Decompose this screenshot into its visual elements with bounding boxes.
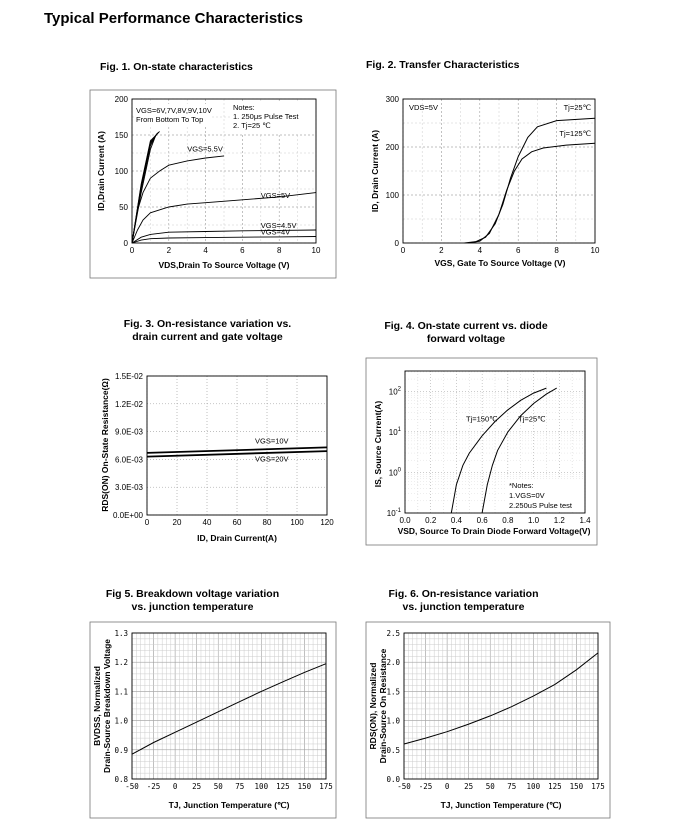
fig1-ytick-label: 150: [114, 131, 128, 140]
fig3-xtick-label: 0: [144, 518, 150, 527]
fig3-ytick-label: 9.0E-03: [114, 427, 143, 437]
fig6-xtick-label: 125: [548, 782, 562, 791]
fig6-title-line1: Fig. 6. On-resistance variation: [388, 588, 539, 600]
fig1-series-label-4: VGS=5.5V: [187, 144, 223, 154]
fig5-xtick-label: 75: [235, 782, 245, 791]
fig1-xtick-label: 4: [203, 246, 208, 255]
fig4-ytick-exponent: 0: [397, 467, 401, 474]
fig5-grid: [132, 633, 326, 779]
fig4-ytick-label: $10^{-1}$: [386, 508, 401, 518]
fig5-xtick-label: 150: [297, 782, 312, 791]
fig4-title-line1: Fig. 4. On-state current vs. diode: [384, 320, 548, 332]
fig1-ytick-label: 50: [119, 203, 128, 212]
fig4-xtick-label: 0.0: [399, 516, 411, 525]
fig1-y-axis-label: ID,Drain Current (A): [96, 131, 106, 211]
fig3-chart: [100, 372, 334, 543]
fig3-y-axis-label: RDS(ON) On-State Resistance(Ω): [100, 378, 110, 512]
fig3-ytick-label: 1.2E-02: [114, 399, 143, 409]
fig6-series-line-1: [404, 653, 598, 744]
fig4-title-line2: forward voltage: [426, 333, 506, 345]
fig6-y-axis-label-2: Drain-Source On Resistance: [378, 648, 388, 764]
fig6-ytick-label: 0.0: [386, 775, 400, 784]
fig4-ytick-label: $10^0$: [388, 467, 401, 478]
fig1-annotation-vgs: VGS=6V,7V,8V,9V,10V: [136, 106, 212, 115]
fig4-xtick-label: 1.2: [553, 516, 565, 525]
fig5-xtick-label: -25: [146, 782, 161, 791]
fig6-xtick-label: 175: [591, 782, 605, 791]
fig3-grid: [147, 376, 327, 515]
fig3-xtick-label: 40: [202, 518, 212, 527]
fig2-ytick-label: 200: [385, 143, 399, 152]
fig2-annotation-vds: VDS=5V: [409, 103, 438, 112]
fig5-xtick-label: -50: [125, 782, 139, 791]
fig5-ytick-label: 1.0: [114, 716, 128, 726]
fig5-chart: [90, 622, 336, 818]
fig6-xtick-label: -25: [418, 782, 433, 791]
page-title: Typical Performance Characteristics: [44, 10, 304, 27]
fig6-title-line2: vs. junction temperature: [402, 601, 525, 613]
fig5-y-axis-label-2: Drain-Source Breakdown Voltage: [102, 639, 112, 773]
fig5-xtick-label: 0: [172, 782, 178, 791]
fig1-ytick-label: 200: [114, 95, 128, 104]
fig3-ytick-label: 1.5E-02: [114, 372, 143, 381]
fig5-y-axis-label: BVDSS, Normalized: [92, 666, 102, 746]
fig2-ytick-label: 300: [385, 95, 399, 104]
fig3-ytick-label: 6.0E-03: [114, 455, 143, 465]
fig2-y-axis-label: ID, Drain Current (A): [370, 129, 380, 213]
fig5-ytick-label: 1.2: [114, 658, 128, 668]
fig4-ytick-label: $10^2$: [388, 386, 401, 397]
fig2-title: Fig. 2. Transfer Characteristics: [366, 59, 520, 71]
fig6-xtick-label: 100: [526, 782, 541, 791]
fig4-xtick-label: 0.2: [425, 516, 437, 525]
fig3-xtick-label: 60: [232, 518, 242, 527]
fig2-series-label-1: Tj=25℃: [563, 103, 591, 112]
fig6-xtick-label: -50: [397, 782, 411, 791]
fig2-chart: [370, 95, 600, 268]
fig3-title-line1: Fig. 3. On-resistance variation vs.: [123, 318, 292, 330]
fig2-ytick-label: 0: [394, 239, 399, 248]
fig6-ytick-label: 1.5: [386, 687, 400, 697]
fig2-xtick-label: 8: [554, 246, 559, 255]
fig1-annotation-order: From Bottom To Top: [136, 115, 204, 124]
fig4-ytick-exponent: -1: [395, 508, 401, 514]
fig4-ytick-exponent: 1: [397, 426, 401, 433]
fig4-ytick-exponent: 2: [397, 386, 401, 393]
fig2-xtick-label: 4: [477, 246, 483, 255]
fig6-xtick-label: 50: [485, 782, 495, 791]
fig2-ytick-label: 100: [385, 191, 399, 200]
fig1-xtick-label: 0: [129, 246, 135, 255]
fig4-xtick-label: 0.8: [502, 516, 514, 525]
fig6-xtick-label: 0: [444, 782, 450, 791]
fig4-series-label-2: Tj=25℃: [518, 414, 546, 424]
fig1-series-line-6: [132, 134, 157, 243]
fig1-chart: [90, 90, 336, 278]
fig4-xtick-label: 0.4: [450, 516, 462, 525]
fig2-x-axis-label: VGS, Gate To Source Voltage (V): [434, 258, 566, 268]
fig5-x-axis-label: TJ, Junction Temperature (℃): [168, 800, 290, 810]
fig1-series-label-3: VGS=5V: [260, 190, 291, 200]
fig2-grid: [403, 99, 595, 243]
fig4-series-label-1: Tj=150℃: [465, 414, 498, 424]
fig3-xtick-label: 120: [320, 518, 334, 527]
fig1-xtick-label: 2: [166, 246, 172, 255]
fig3-xtick-label: 100: [290, 518, 304, 527]
fig6-chart: [366, 622, 610, 818]
fig1-xtick-label: 8: [276, 246, 282, 255]
fig3-series-label-1: VGS=10V: [255, 436, 289, 446]
fig6-ytick-label: 1.0: [386, 716, 400, 726]
fig5-xtick-label: 100: [254, 782, 269, 791]
fig1-xtick-label: 6: [240, 246, 245, 255]
fig3-series-label-2: VGS=20V: [255, 454, 289, 464]
fig4-x-axis-label: VSD, Source To Drain Diode Forward Voltage(V): [397, 526, 591, 536]
fig4-xtick-label: 1.4: [579, 516, 591, 525]
fig1-series-label-1: VGS=4V: [260, 227, 291, 237]
fig5-ytick-label: 1.3: [114, 629, 128, 638]
fig3-ytick-label: 0.0E+00: [112, 511, 143, 520]
fig6-y-axis-label: RDS(ON), Normalized: [368, 662, 378, 750]
fig5-ytick-label: 0.9: [114, 745, 128, 755]
fig2-xtick-label: 2: [439, 246, 444, 255]
fig6-plot-area: [404, 633, 598, 779]
fig2-xtick-label: 10: [590, 246, 600, 255]
fig1-notes-heading: Notes:: [233, 103, 255, 112]
fig5-ytick-label: 1.1: [114, 687, 128, 697]
fig5-title-line2: vs. junction temperature: [131, 601, 254, 613]
fig6-x-axis-label: TJ, Junction Temperature (℃): [440, 800, 562, 810]
fig2-xtick-label: 6: [515, 246, 521, 255]
fig5-xtick-label: 175: [319, 782, 333, 791]
fig3-x-axis-label: ID, Drain Current(A): [197, 533, 277, 543]
fig5-xtick-label: 50: [213, 782, 223, 791]
fig6-ytick-label: 2.5: [386, 629, 400, 638]
fig6-ytick-label: 0.5: [386, 745, 400, 755]
fig1-series-line-7: [132, 133, 158, 243]
fig1-notes-line2: 2. Tj=25 ℃: [233, 121, 271, 130]
fig1-ytick-label: 0: [123, 239, 128, 248]
fig6-xtick-label: 150: [569, 782, 584, 791]
fig5-plot-area: [132, 633, 326, 779]
fig1-title: Fig. 1. On-state characteristics: [100, 61, 253, 73]
fig5-ytick-label: 0.8: [114, 775, 128, 784]
fig3-title-line2: drain current and gate voltage: [132, 331, 283, 343]
fig4-notes-line1: 1.VGS=0V: [509, 491, 545, 500]
fig4-notes-line2: 2.250uS Pulse test: [509, 501, 572, 510]
fig6-grid: [404, 633, 598, 779]
fig1-xtick-label: 10: [311, 246, 321, 255]
fig4-xtick-label: 0.6: [476, 516, 488, 525]
fig5-xtick-label: 25: [192, 782, 202, 791]
fig6-xtick-label: 25: [464, 782, 474, 791]
fig5-xtick-label: 125: [276, 782, 290, 791]
fig1-series-label-2: VGS=4.5V: [260, 221, 297, 231]
fig4-ytick-label: $10^1$: [388, 426, 401, 437]
fig4-chart: [366, 358, 597, 545]
fig2-xtick-label: 0: [400, 246, 406, 255]
fig4-xtick-label: 1.0: [528, 516, 540, 525]
fig6-xtick-label: 75: [507, 782, 517, 791]
fig3-xtick-label: 20: [172, 518, 182, 527]
fig1-notes-line1: 1. 250μs Pulse Test: [233, 112, 299, 121]
fig4-notes-heading: *Notes:: [509, 481, 534, 490]
fig5-title-line1: Fig 5. Breakdown voltage variation: [105, 588, 280, 600]
fig6-ytick-label: 2.0: [386, 658, 400, 668]
fig2-series-label-2: Tj=125℃: [559, 129, 591, 138]
fig4-y-axis-label: IS, Source Current(A): [373, 400, 383, 488]
fig1-x-axis-label: VDS,Drain To Source Voltage (V): [158, 260, 290, 270]
fig3-xtick-label: 80: [262, 518, 272, 527]
fig3-ytick-label: 3.0E-03: [114, 483, 143, 493]
fig1-ytick-label: 100: [114, 167, 128, 176]
